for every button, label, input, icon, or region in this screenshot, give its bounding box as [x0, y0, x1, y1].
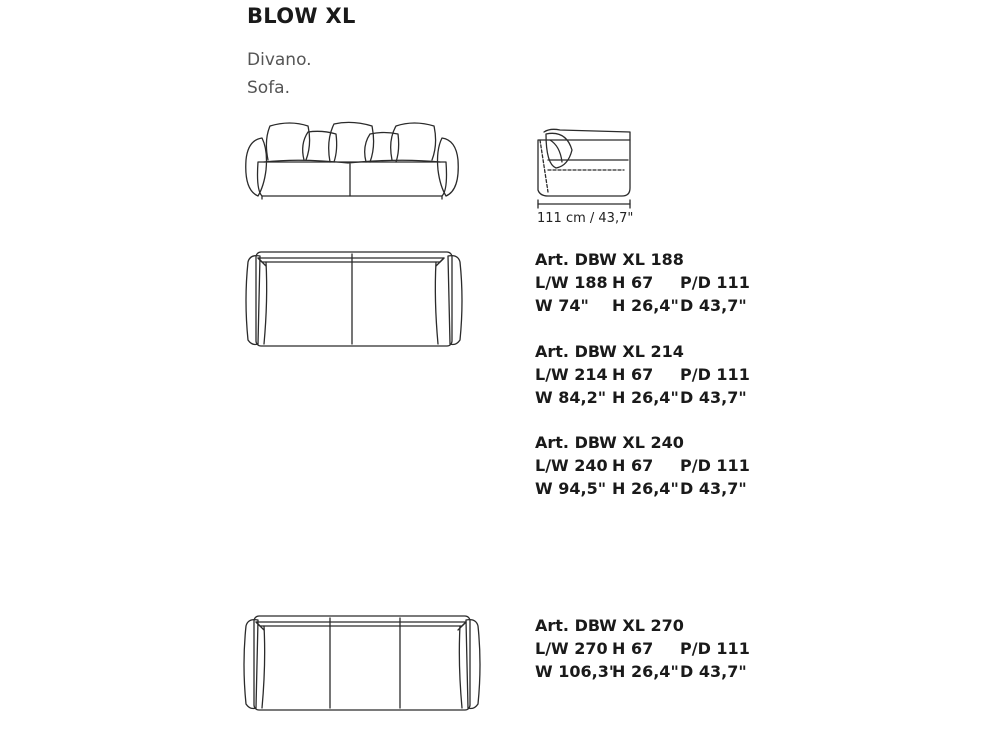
height-in: H 26,4" — [612, 296, 679, 315]
sofa-plan-view-3-seat — [244, 616, 480, 710]
sofa-plan-view-2-seat — [246, 252, 462, 346]
height-cm: H 67 — [612, 456, 654, 475]
depth-in: D 43,7" — [680, 479, 747, 498]
depth-in: D 43,7" — [680, 296, 747, 315]
height-in: H 26,4" — [612, 479, 679, 498]
length-cm: L/W 270 — [535, 639, 608, 658]
height-in: H 26,4" — [612, 388, 679, 407]
width-in: W 94,5" — [535, 479, 607, 498]
subtitle-english: Sofa. — [247, 78, 290, 98]
height-cm: H 67 — [612, 273, 654, 292]
article-code: Art. DBW XL 240 — [535, 433, 684, 452]
width-in: W 106,3" — [535, 662, 618, 681]
product-title: BLOW XL — [247, 4, 356, 28]
sofa-side-view — [538, 129, 630, 208]
depth-in: D 43,7" — [680, 662, 747, 681]
spec-block-240 — [535, 431, 750, 500]
spec-block-188 — [535, 248, 750, 317]
height-cm: H 67 — [612, 639, 654, 658]
depth-cm: P/D 111 — [680, 273, 750, 292]
height-cm: H 67 — [612, 365, 654, 384]
width-in: W 74" — [535, 296, 589, 315]
depth-in: D 43,7" — [680, 388, 747, 407]
height-in: H 26,4" — [612, 662, 679, 681]
length-cm: L/W 214 — [535, 365, 608, 384]
depth-cm: P/D 111 — [680, 639, 750, 658]
article-code: Art. DBW XL 188 — [535, 250, 684, 269]
article-code: Art. DBW XL 270 — [535, 616, 684, 635]
sofa-front-view — [246, 122, 459, 199]
depth-cm: P/D 111 — [680, 365, 750, 384]
side-depth-dimension: 111 cm / 43,7" — [537, 211, 634, 226]
depth-cm: P/D 111 — [680, 456, 750, 475]
article-code: Art. DBW XL 214 — [535, 342, 684, 361]
width-in: W 84,2" — [535, 388, 607, 407]
length-cm: L/W 188 — [535, 273, 608, 292]
spec-block-214 — [535, 340, 750, 409]
subtitle-italian: Divano. — [247, 50, 312, 70]
length-cm: L/W 240 — [535, 456, 608, 475]
spec-block-270 — [535, 614, 750, 683]
